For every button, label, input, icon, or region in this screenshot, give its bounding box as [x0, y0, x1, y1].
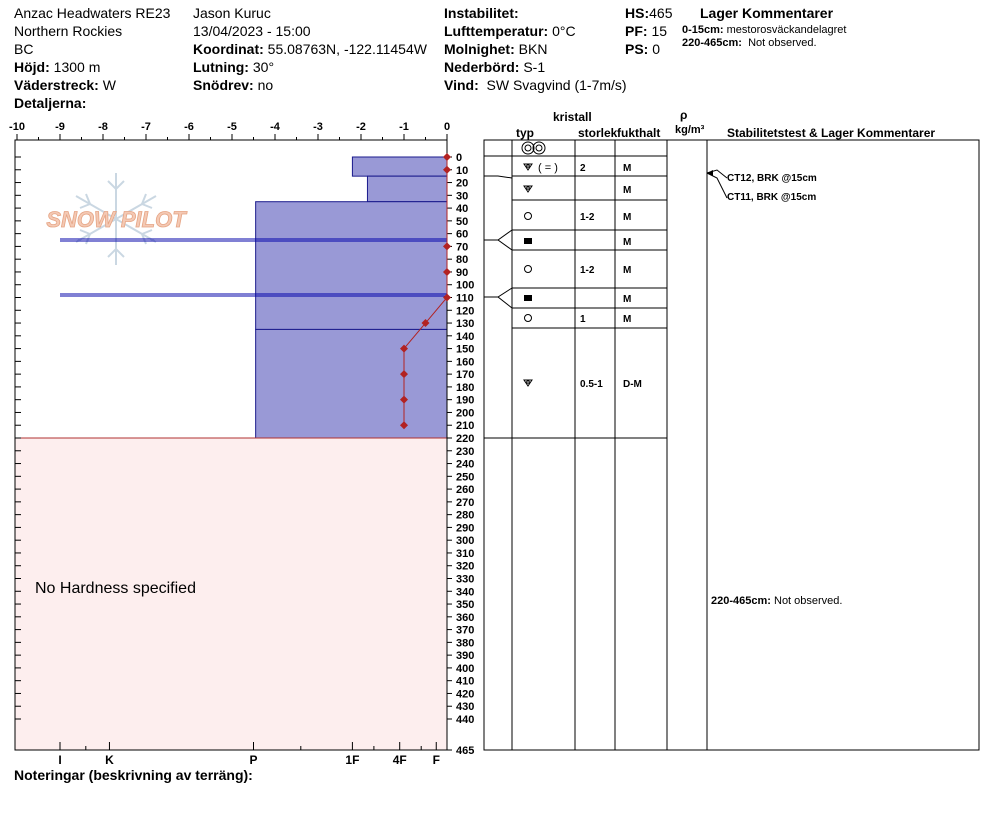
observer: Jason Kuruc: [193, 5, 271, 21]
circle-icon: [525, 213, 532, 220]
depth-tick-label: 250: [456, 471, 475, 484]
temp-tick-label: -10: [9, 121, 25, 133]
depth-tick-label: 390: [456, 650, 475, 663]
layer-connector: [484, 288, 512, 297]
crystal-size: 1: [580, 314, 586, 325]
pf: PF: 15: [625, 23, 668, 39]
double-circle-icon: [522, 142, 534, 154]
clouds: Molnighet: BKN: [444, 41, 548, 57]
air-temp: Lufttemperatur: 0°C: [444, 23, 576, 39]
depth-tick-label: 130: [456, 318, 475, 331]
bottom-comment-text: Not observed.: [770, 595, 843, 607]
depth-tick-label: 430: [456, 701, 475, 714]
depth-tick-label: 420: [456, 688, 475, 701]
moisture: M: [623, 294, 632, 305]
depth-tick-label: 380: [456, 637, 475, 650]
moisture: M: [623, 314, 632, 325]
watermark-text: SNOW PILOT: [46, 207, 186, 232]
depth-tick-label: 320: [456, 560, 475, 573]
ps: PS: 0: [625, 41, 661, 57]
depth-tick-label: 310: [456, 547, 475, 560]
temp-tick-label: -5: [227, 121, 237, 133]
temp-tick-label: -1: [399, 121, 409, 133]
depth-tick-label: 200: [456, 407, 475, 420]
temperature-axis: [9, 121, 450, 140]
typ-header: typ: [516, 126, 534, 140]
moisture: M: [623, 212, 632, 223]
moisture: M: [623, 163, 632, 174]
crystal-type-text: ( = ): [538, 162, 558, 174]
rounded-crystal-icon: [527, 187, 530, 190]
temp-tick-label: -9: [55, 121, 65, 133]
rounded-crystal-icon: [527, 381, 530, 384]
depth-tick-label: 290: [456, 522, 475, 535]
depth-tick-label: 260: [456, 484, 475, 497]
moisture: M: [623, 185, 632, 196]
moisture: M: [623, 265, 632, 276]
depth-tick-label: 400: [456, 662, 475, 675]
depth-tick-label: 170: [456, 369, 475, 382]
hardness-layer-2: [256, 202, 447, 330]
depth-tick-label: 140: [456, 330, 475, 343]
hardness-layers: [256, 157, 447, 438]
depth-tick-label: 410: [456, 675, 475, 688]
crystal-size: 0.5-1: [580, 379, 603, 390]
temp-tick-label: -4: [270, 121, 280, 133]
layer-comment-2: 220-465cm: Not observed.: [682, 37, 817, 49]
crystal-table: [484, 140, 979, 750]
depth-tick-label: 300: [456, 535, 475, 548]
hardness-tick-label: I: [58, 753, 62, 767]
temp-tick-label: -2: [356, 121, 366, 133]
depth-tick-label: 50: [456, 215, 469, 228]
rho-unit-header: kg/m³: [675, 124, 705, 136]
bottom-comment: [711, 595, 842, 607]
depth-tick-label: 230: [456, 445, 475, 458]
depth-tick-label: 180: [456, 381, 475, 394]
depth-tick-label: 220: [456, 433, 475, 445]
temp-tick-label: 0: [443, 121, 451, 133]
storlek-header: storlek: [578, 126, 618, 140]
stability-header: Stabilitetstest & Lager Kommentarer: [727, 126, 936, 140]
bottom-comment-range: 220-465cm:: [711, 595, 771, 607]
hardness-tick-label: P: [249, 753, 258, 767]
depth-tick-label: 150: [456, 343, 475, 356]
depth-tick-label: 330: [456, 573, 475, 586]
moisture: D-M: [623, 379, 642, 390]
temp-tick-label: -6: [184, 121, 194, 133]
notes-label: Noteringar (beskrivning av terräng):: [14, 767, 253, 783]
depth-tick-label: 465: [456, 745, 475, 757]
ice-crust-icon: [524, 295, 532, 301]
hardness-tick-label: 4F: [392, 753, 407, 767]
moisture: M: [623, 237, 632, 248]
details-label: Detaljerna:: [14, 95, 87, 111]
depth-tick-label: 210: [456, 420, 475, 433]
double-circle-icon: [536, 145, 542, 151]
temp-tick-label: -3: [313, 121, 323, 133]
slope: Lutning: 30°: [193, 59, 275, 75]
region: BC: [14, 41, 34, 57]
depth-tick-label: 40: [456, 203, 469, 216]
depth-tick-label: 360: [456, 611, 475, 624]
datetime: 13/04/2023 - 15:00: [193, 23, 311, 39]
depth-tick-label: 90: [456, 266, 469, 279]
double-circle-icon: [533, 142, 545, 154]
drift: Snödrev: no: [193, 77, 274, 93]
location: Anzac Headwaters RE23: [14, 5, 171, 21]
depth-tick-label: 0: [456, 152, 463, 164]
rounded-facet-icon: [527, 165, 530, 168]
elevation: Höjd: 1300 m: [14, 59, 101, 75]
depth-tick-label: 160: [456, 356, 475, 369]
depth-tick-label: 280: [456, 509, 475, 522]
aspect: Väderstreck: W: [14, 77, 116, 93]
depth-tick-label: 80: [456, 254, 469, 267]
depth-tick-label: 60: [456, 228, 469, 241]
coordinates: Koordinat: 55.08763N, -122.11454W: [193, 41, 427, 57]
no-hardness-label: No Hardness specified: [35, 580, 196, 597]
stability-pointer: [707, 173, 727, 198]
depth-tick-label: 20: [456, 177, 469, 190]
wind: Vind: SW Svagvind (1-7m/s): [444, 77, 627, 93]
layer-connector: [484, 240, 512, 250]
kristall-header: kristall: [553, 110, 592, 124]
depth-tick-label: 120: [456, 305, 475, 318]
hardness-tick-label: F: [432, 753, 440, 767]
layer-connector: [484, 297, 512, 308]
fukthalt-header: fukthalt: [617, 126, 661, 140]
depth-tick-label: 10: [456, 164, 469, 177]
circle-icon: [525, 315, 532, 322]
depth-tick-label: 370: [456, 624, 475, 637]
precip: Nederbörd: S-1: [444, 59, 546, 75]
layer-comment-1: 0-15cm: mestorosväckandelagret: [682, 24, 847, 36]
crystal-size: 1-2: [580, 212, 595, 223]
ice-crust-icon: [524, 238, 532, 244]
depth-tick-label: 30: [456, 190, 469, 203]
instability-label: Instabilitet:: [444, 5, 519, 21]
depth-tick-label: 270: [456, 496, 475, 509]
layer-comments-title: Lager Kommentarer: [700, 5, 834, 21]
stability-test-1: CT11, BRK @15cm: [727, 192, 817, 203]
stability-arrow-icon: [707, 170, 713, 176]
crystal-size: 2: [580, 163, 586, 174]
range: Northern Rockies: [14, 23, 123, 39]
circle-icon: [525, 266, 532, 273]
layer-connector: [484, 230, 512, 240]
hs: HS:465: [625, 5, 673, 21]
table-border: [484, 140, 979, 750]
depth-tick-label: 340: [456, 586, 475, 599]
hardness-layer-0: [352, 157, 447, 176]
hardness-tick-label: K: [105, 753, 114, 767]
depth-tick-label: 110: [456, 292, 474, 305]
layer-connector: [484, 176, 512, 178]
hardness-tick-label: 1F: [345, 753, 360, 767]
stability-test-0: CT12, BRK @15cm: [727, 173, 817, 184]
crystal-size: 1-2: [580, 265, 595, 276]
hardness-layer-3: [256, 329, 447, 438]
depth-tick-label: 70: [456, 241, 469, 254]
depth-tick-label: 350: [456, 599, 475, 612]
depth-tick-label: 240: [456, 458, 475, 471]
depth-tick-label: 190: [456, 394, 475, 407]
rho-header: ρ: [680, 108, 688, 122]
temp-tick-label: -7: [141, 121, 151, 133]
depth-tick-label: 100: [456, 279, 475, 292]
depth-tick-label: 440: [456, 714, 475, 726]
hardness-layer-1: [367, 176, 447, 202]
double-circle-icon: [525, 145, 531, 151]
temp-tick-label: -8: [98, 121, 108, 133]
